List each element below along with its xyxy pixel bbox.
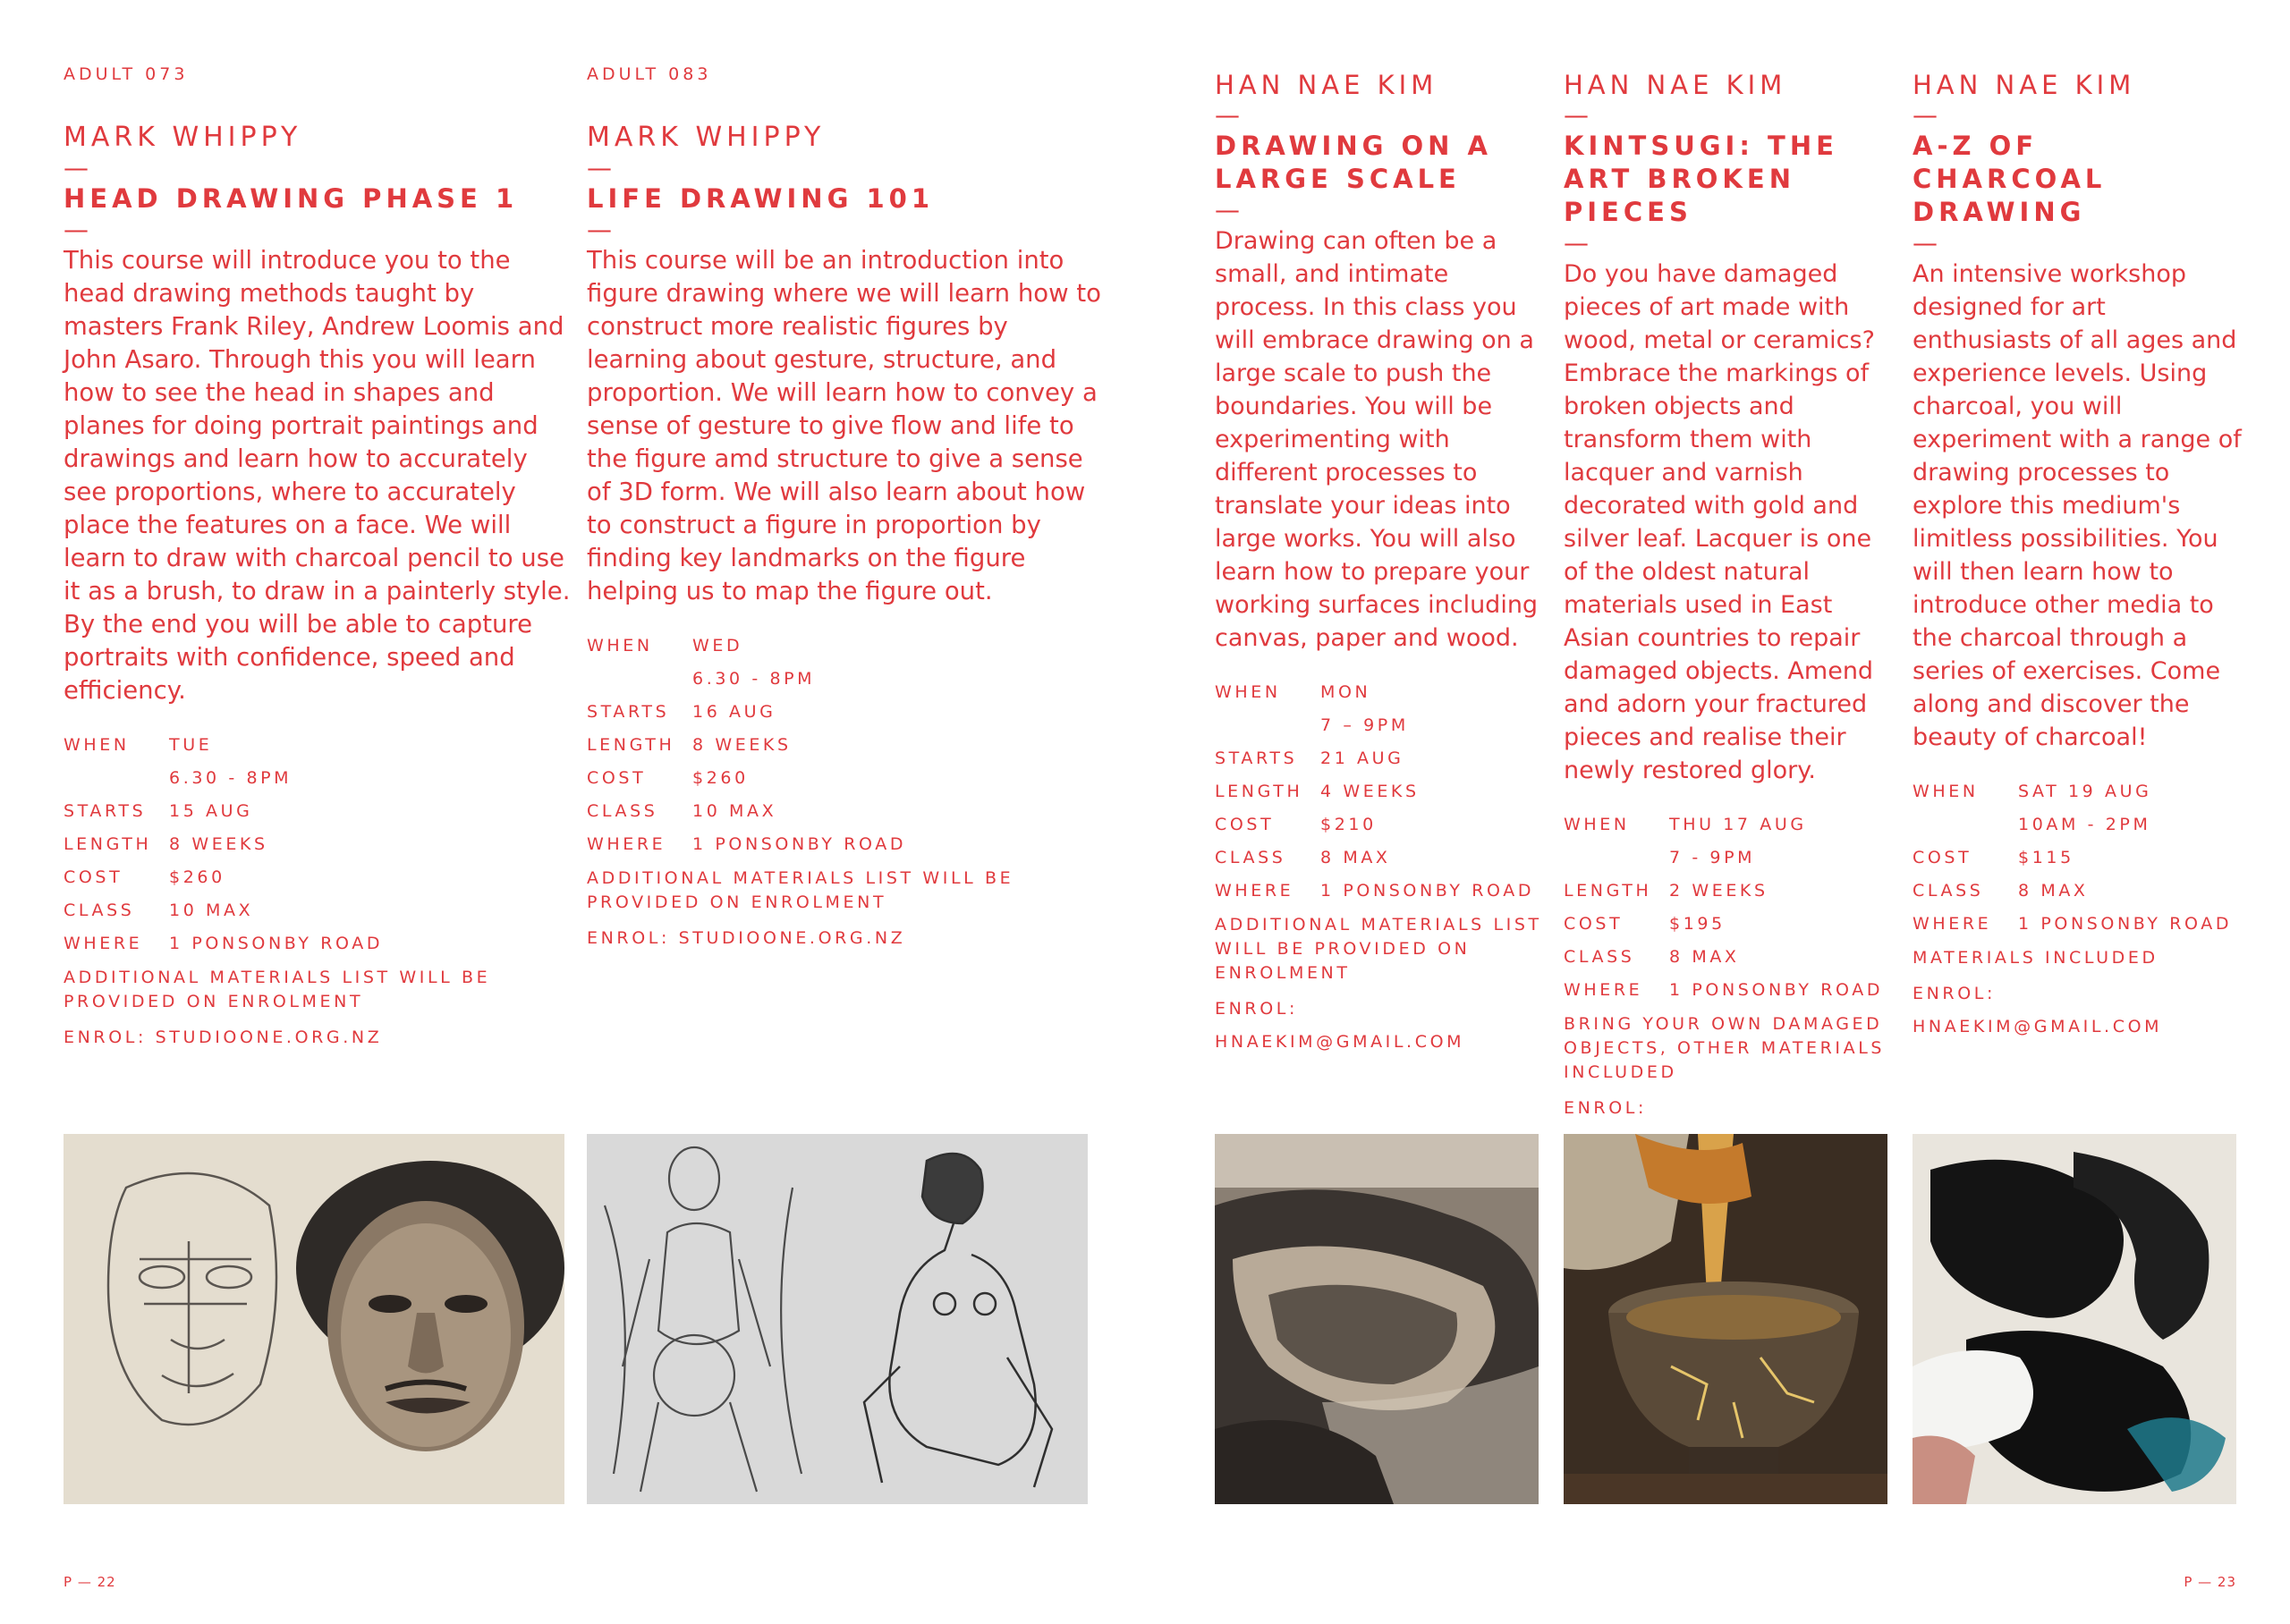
cost-label: COST xyxy=(587,768,647,788)
divider-dash: — xyxy=(1215,195,1240,224)
portrait-drawings-image xyxy=(64,1134,564,1504)
divider-dash: — xyxy=(1913,100,1938,130)
course-description: Drawing can often be a small, and intimate process. In this class you will embrace drawing on a large scale to push the boundaries. You will be experimenting with different processes to translate your ideas into large works. You will also learn how to prepare your working surfaces including canvas, paper and wood. xyxy=(1215,227,1539,652)
divider-dash: — xyxy=(1913,228,1938,258)
enrol-email-link[interactable]: HNAEKIM@GMAIL.COM xyxy=(1215,1032,1465,1052)
where-value: 1 PONSONBY ROAD xyxy=(1669,980,1884,1000)
starts-value: 21 AUG xyxy=(1320,749,1404,768)
class-value: 8 MAX xyxy=(1669,947,1740,967)
divider-dash: — xyxy=(64,215,89,244)
starts-label: STARTS xyxy=(587,702,670,722)
course-description: An intensive workshop designed for art enthusiasts of all ages and experience levels. Using charcoal, you will experiment with a range of drawing processes to explore this medium's limitless possibilities. You will then learn how to introduce other media to the charcoal through a series of exercises. Come along and discover the beauty of charcoal! xyxy=(1913,260,2242,751)
when-time: 7 - 9PM xyxy=(1669,848,1756,867)
enrol-email-link[interactable]: HNAEKIM@GMAIL.COM xyxy=(1913,1017,2163,1036)
charcoal-hand-image xyxy=(1913,1134,2236,1504)
course-head-drawing xyxy=(64,64,578,1054)
when-day: SAT 19 AUG xyxy=(2018,782,2152,801)
course-code: ADULT 083 xyxy=(587,64,712,84)
divider-dash: — xyxy=(1215,100,1240,130)
course-title: KINTSUGI: THE ART BROKEN PIECES xyxy=(1564,131,1838,227)
where-value: 1 PONSONBY ROAD xyxy=(1320,881,1535,901)
class-label: CLASS xyxy=(587,801,658,821)
figure-sketches-image xyxy=(587,1134,1088,1504)
class-value: 8 MAX xyxy=(1320,848,1391,867)
course-details xyxy=(64,729,578,1054)
cost-value: $210 xyxy=(1320,815,1377,834)
course-title: DRAWING ON A LARGE SCALE xyxy=(1215,131,1492,194)
class-label: CLASS xyxy=(1215,848,1286,867)
length-label: LENGTH xyxy=(587,735,675,755)
where-value: 1 PONSONBY ROAD xyxy=(169,934,384,953)
course-title: HEAD DRAWING PHASE 1 xyxy=(64,183,519,214)
when-label: WHEN xyxy=(1913,782,1979,801)
enrol-link[interactable]: ENROL: STUDIOONE.ORG.NZ xyxy=(64,1028,383,1047)
page-number-right: P — 23 xyxy=(2184,1574,2236,1590)
course-description: Do you have damaged pieces of art made with wood, metal or ceramics? Embrace the markings of broken objects and transform them with lacquer and varnish decorated with gold and silver leaf. Lacquer is one of the oldest natural materials used in East Asian countries to repair damaged objects. Amend and adorn your fractured pieces and realise their newly restored glory. xyxy=(1564,260,1875,784)
where-label: WHERE xyxy=(1913,914,1992,934)
when-time: 6.30 - 8PM xyxy=(692,669,816,689)
where-label: WHERE xyxy=(587,834,666,854)
tutor-name: MARK WHIPPY xyxy=(64,122,302,153)
enrol-label: ENROL: xyxy=(1913,984,1996,1003)
when-day: MON xyxy=(1320,682,1371,702)
cost-label: COST xyxy=(1215,815,1275,834)
materials-note: BRING YOUR OWN DAMAGED OBJECTS, OTHER MATERIALS INCLUDED xyxy=(1564,1014,1886,1082)
starts-value: 15 AUG xyxy=(169,801,253,821)
where-value: 1 PONSONBY ROAD xyxy=(692,834,907,854)
length-value: 2 WEEKS xyxy=(1669,881,1768,901)
tutor-name: HAN NAE KIM xyxy=(1913,70,2136,100)
class-label: CLASS xyxy=(64,901,135,920)
where-label: WHERE xyxy=(1215,881,1294,901)
course-kintsugi xyxy=(1564,69,1899,1158)
materials-note: ADDITIONAL MATERIALS LIST WILL BE PROVIDED ON ENROLMENT xyxy=(64,968,491,1011)
kintsugi-bowl-image xyxy=(1564,1134,1887,1504)
course-description: This course will introduce you to the head drawing methods taught by masters Frank Riley, Andrew Loomis and John Asaro. Through this you will learn how to see the head in shapes and planes for doing portrait paintings and drawings and learn how to accurately see proportions, where to accurately place the features on a face. We will learn to draw with charcoal pencil to use it as a brush, to draw in a painterly style. By the end you will be able to capture portraits with confidence, speed and efficiency. xyxy=(64,246,571,705)
materials-note: MATERIALS INCLUDED xyxy=(1913,948,2159,968)
where-label: WHERE xyxy=(1564,980,1643,1000)
when-day: WED xyxy=(692,636,743,656)
class-value: 10 MAX xyxy=(692,801,777,821)
when-label: WHEN xyxy=(64,735,130,755)
divider-dash: — xyxy=(1564,100,1589,130)
class-label: CLASS xyxy=(1913,881,1984,901)
when-time: 7 – 9PM xyxy=(1320,715,1409,735)
when-time: 10AM - 2PM xyxy=(2018,815,2151,834)
course-life-drawing xyxy=(587,64,1101,955)
course-description: This course will be an introduction into figure drawing where we will learn how to construct more realistic figures by learning about gesture, structure, and proportion. We will learn how to convey a sense of gesture to give flow and life to the figure amd structure to give a sense of 3D form. We will also learn about how to construct a figure in proportion by finding key landmarks on the figure helping us to map the figure out. xyxy=(587,246,1101,605)
divider-dash: — xyxy=(587,215,612,244)
when-label: WHEN xyxy=(587,636,653,656)
when-label: WHEN xyxy=(1215,682,1281,702)
materials-note: ADDITIONAL MATERIALS LIST WILL BE PROVIDED ON ENROLMENT xyxy=(587,868,1014,912)
when-day: TUE xyxy=(169,735,213,755)
course-large-scale xyxy=(1215,69,1546,1059)
divider-dash: — xyxy=(1564,228,1589,258)
when-time: 6.30 - 8PM xyxy=(169,768,293,788)
course-details xyxy=(1913,775,2243,1044)
starts-label: STARTS xyxy=(1215,749,1298,768)
divider-dash: — xyxy=(64,153,89,182)
cost-value: $260 xyxy=(169,867,225,887)
where-value: 1 PONSONBY ROAD xyxy=(2018,914,2233,934)
cost-value: $260 xyxy=(692,768,749,788)
cost-label: COST xyxy=(1564,914,1624,934)
cost-label: COST xyxy=(1913,848,1972,867)
class-value: 10 MAX xyxy=(169,901,254,920)
course-details xyxy=(1215,676,1546,1059)
divider-dash: — xyxy=(587,153,612,182)
large-charcoal-image xyxy=(1215,1134,1539,1504)
course-title: LIFE DRAWING 101 xyxy=(587,183,935,214)
length-label: LENGTH xyxy=(1215,782,1303,801)
course-charcoal xyxy=(1913,69,2243,1044)
materials-note: ADDITIONAL MATERIALS LIST WILL BE PROVIDED ON ENROLMENT xyxy=(1215,915,1542,983)
enrol-label: ENROL: xyxy=(1215,999,1298,1019)
starts-label: STARTS xyxy=(64,801,147,821)
starts-value: 16 AUG xyxy=(692,702,776,722)
course-code: ADULT 073 xyxy=(64,64,189,84)
cost-label: COST xyxy=(64,867,123,887)
when-day: THU 17 AUG xyxy=(1669,815,1807,834)
class-label: CLASS xyxy=(1564,947,1635,967)
length-value: 8 WEEKS xyxy=(169,834,268,854)
page-number-left: P — 22 xyxy=(64,1574,116,1590)
cost-value: $195 xyxy=(1669,914,1726,934)
tutor-name: HAN NAE KIM xyxy=(1215,70,1438,100)
enrol-label: ENROL: xyxy=(1564,1098,1647,1118)
class-value: 8 MAX xyxy=(2018,881,2089,901)
length-value: 8 WEEKS xyxy=(692,735,792,755)
course-details xyxy=(587,630,1101,955)
length-label: LENGTH xyxy=(64,834,152,854)
enrol-link[interactable]: ENROL: STUDIOONE.ORG.NZ xyxy=(587,928,906,948)
tutor-name: MARK WHIPPY xyxy=(587,122,826,153)
length-label: LENGTH xyxy=(1564,881,1652,901)
tutor-name: HAN NAE KIM xyxy=(1564,70,1787,100)
course-title: A-Z OF CHARCOAL DRAWING xyxy=(1913,131,2107,227)
length-value: 4 WEEKS xyxy=(1320,782,1420,801)
when-label: WHEN xyxy=(1564,815,1630,834)
cost-value: $115 xyxy=(2018,848,2074,867)
where-label: WHERE xyxy=(64,934,143,953)
course-details xyxy=(1564,808,1899,1158)
